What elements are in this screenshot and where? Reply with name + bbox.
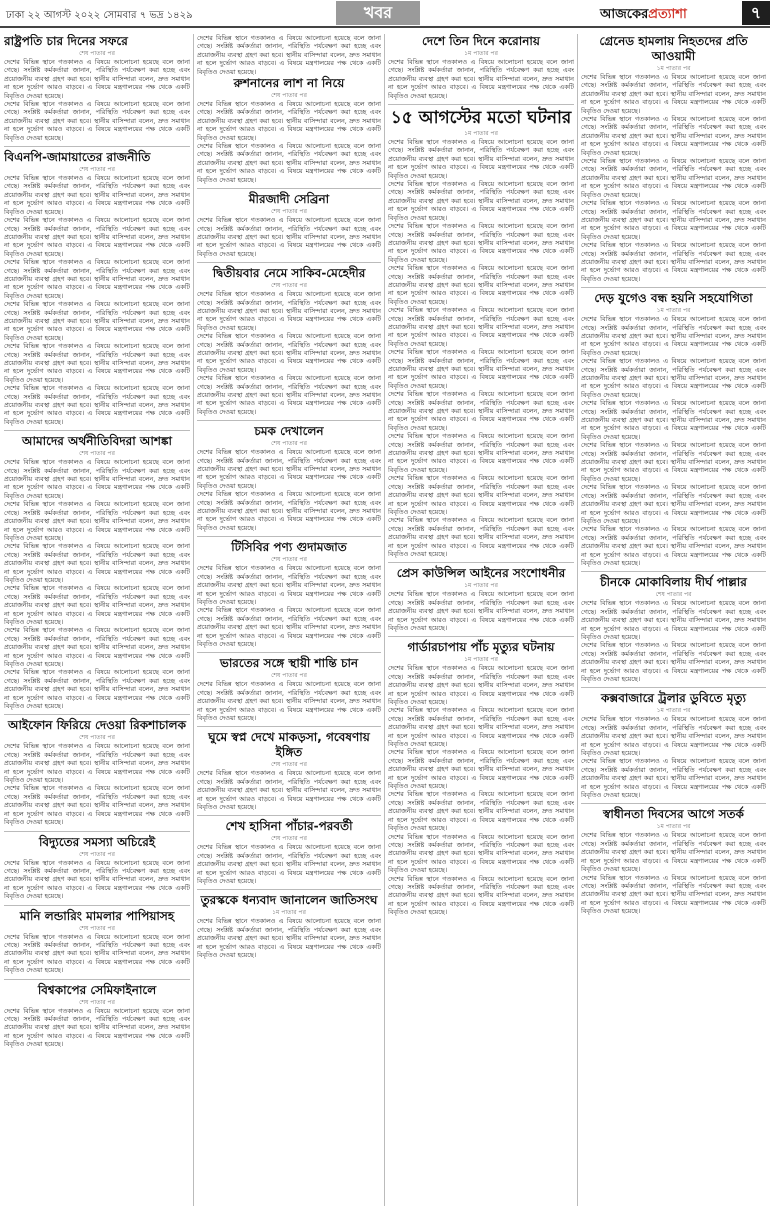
article-body: দেশের বিভিন্ন স্থানে গতকালও এ বিষয়ে আলোচনা হয়েছে বলে জানা গেছে। সংশ্লিষ্ট কর্মকর্তারা জানান, পরিস্থিতি পর্যবেক্ষণ করা হচ্ছে এবং প্রয়োজনীয় ব্যবস্থা গ্রহণ করা হবে। স্থানীয় বাসিন্দারা বলেন, দ্রুত সমাধান না হলে দুর্ভোগ আরও বাড়বে। এ বিষয়ে মন্ত্রণালয়ের পক্ষ থেকে একটি বিবৃতিও দেওয়া হয়েছে। <box>4 858 190 901</box>
article-body-more: দেশের বিভিন্ন স্থানে গতকালও এ বিষয়ে আলোচনা হয়েছে বলে জানা গেছে। সংশ্লিষ্ট কর্মকর্তারা জানান, পরিস্থিতি পর্যবেক্ষণ করা হচ্ছে এবং প্রয়োজনীয় ব্যবস্থা গ্রহণ করা হবে। স্থানীয় বাসিন্দারা বলেন, দ্রুত সমাধান না হলে দুর্ভোগ আরও বাড়বে। এ বিষয়ে মন্ত্রণালয়ের পক্ষ থেকে একটি বিবৃতিও দেওয়া হয়েছে। <box>581 399 766 441</box>
article-headline: স্বাধীনতা দিবসের আগে সতর্ক <box>603 807 744 822</box>
divider <box>197 815 381 816</box>
article-body-more: দেশের বিভিন্ন স্থানে গতকালও এ বিষয়ে আলোচনা হয়েছে বলে জানা গেছে। সংশ্লিষ্ট কর্মকর্তারা জানান, পরিস্থিতি পর্যবেক্ষণ করা হচ্ছে এবং প্রয়োজনীয় ব্যবস্থা গ্রহণ করা হবে। স্থানীয় বাসিন্দারা বলেন, দ্রুত সমাধান না হলে দুর্ভোগ আরও বাড়বে। এ বিষয়ে মন্ত্রণালয়ের পক্ষ থেকে একটি বিবৃতিও দেওয়া হয়েছে। <box>388 706 574 749</box>
article-body: দেশের বিভিন্ন স্থানে গতকালও এ বিষয়ে আলোচনা হয়েছে বলে জানা গেছে। সংশ্লিষ্ট কর্মকর্তারা জানান, পরিস্থিতি পর্যবেক্ষণ করা হচ্ছে এবং প্রয়োজনীয় ব্যবস্থা গ্রহণ করা হবে। স্থানীয় বাসিন্দারা বলেন, দ্রুত সমাধান না হলে দুর্ভোগ আরও বাড়বে। এ বিষয়ে মন্ত্রণালয়ের পক্ষ থেকে একটি বিবৃতিও দেওয়া হয়েছে। <box>197 917 381 960</box>
article-body: দেশের বিভিন্ন স্থানে গতকালও এ বিষয়ে আলোচনা হয়েছে বলে জানা গেছে। সংশ্লিষ্ট কর্মকর্তারা জানান, পরিস্থিতি পর্যবেক্ষণ করা হচ্ছে এবং প্রয়োজনীয় ব্যবস্থা গ্রহণ করা হবে। স্থানীয় বাসিন্দারা বলেন, দ্রুত সমাধান না হলে দুর্ভোগ আরও বাড়বে। এ বিষয়ে মন্ত্রণালয়ের পক্ষ থেকে একটি বিবৃতিও দেওয়া হয়েছে। <box>197 448 381 490</box>
article-headline: প্রেস কাউন্সিল আইনের সংশোধনীর <box>396 566 566 581</box>
article-kicker: শেষ পাতার পর <box>271 835 307 843</box>
article-body-more: দেশের বিভিন্ন স্থানে গতকালও এ বিষয়ে আলোচনা হয়েছে বলে জানা গেছে। সংশ্লিষ্ট কর্মকর্তারা জানান, পরিস্থিতি পর্যবেক্ষণ করা হচ্ছে এবং প্রয়োজনীয় ব্যবস্থা গ্রহণ করা হবে। স্থানীয় বাসিন্দারা বলেন, দ্রুত সমাধান না হলে দুর্ভোগ আরও বাড়বে। এ বিষয়ে মন্ত্রণালয়ের পক্ষ থেকে একটি বিবৃতিও দেওয়া হয়েছে। <box>4 258 190 300</box>
article-coxsbazar-trawler <box>581 691 766 799</box>
article-body-more: দেশের বিভিন্ন স্থানে গতকালও এ বিষয়ে আলোচনা হয়েছে বলে জানা গেছে। সংশ্লিষ্ট কর্মকর্তারা জানান, পরিস্থিতি পর্যবেক্ষণ করা হচ্ছে এবং প্রয়োজনীয় ব্যবস্থা গ্রহণ করা হবে। স্থানীয় বাসিন্দারা বলেন, দ্রুত সমাধান না হলে দুর্ভোগ আরও বাড়বে। এ বিষয়ে মন্ত্রণালয়ের পক্ষ থেকে একটি বিবৃতিও দেওয়া হয়েছে। <box>388 390 574 432</box>
article-headline: শেখ হাসিনা পাঁচার-পরবর্তী <box>225 819 353 834</box>
article-kicker: ১ম পাতার পর <box>656 307 691 315</box>
article-body-more: দেশের বিভিন্ন স্থানে গতকালও এ বিষয়ে আলোচনা হয়েছে বলে জানা গেছে। সংশ্লিষ্ট কর্মকর্তারা জানান, পরিস্থিতি পর্যবেক্ষণ করা হচ্ছে এবং প্রয়োজনীয় ব্যবস্থা গ্রহণ করা হবে। স্থানীয় বাসিন্দারা বলেন, দ্রুত সমাধান না হলে দুর্ভোগ আরও বাড়বে। এ বিষয়ে মন্ত্রণালয়ের পক্ষ থেকে একটি বিবৃতিও দেওয়া হয়েছে। <box>388 748 574 791</box>
article-kicker: শেষ পাতার পর <box>271 208 307 216</box>
article-kicker: ১ম পাতার পর <box>656 707 691 715</box>
article-body: দেশের বিভিন্ন স্থানে গতকালও এ বিষয়ে আলোচনা হয়েছে বলে জানা গেছে। সংশ্লিষ্ট কর্মকর্তারা জানান, পরিস্থিতি পর্যবেক্ষণ করা হচ্ছে এবং প্রয়োজনীয় ব্যবস্থা গ্রহণ করা হবে। স্থানীয় বাসিন্দারা বলেন, দ্রুত সমাধান না হলে দুর্ভোগ আরও বাড়বে। এ বিষয়ে মন্ত্রণালয়ের পক্ষ থেকে একটি বিবৃতিও দেওয়া হয়েছে। <box>388 664 574 706</box>
column-separator <box>384 34 385 1206</box>
column-separator <box>577 34 578 1206</box>
divider <box>388 104 574 105</box>
article-body-more: দেশের বিভিন্ন স্থানে গতকালও এ বিষয়ে আলোচনা হয়েছে বলে জানা গেছে। সংশ্লিষ্ট কর্মকর্তারা জানান, পরিস্থিতি পর্যবেক্ষণ করা হচ্ছে এবং প্রয়োজনীয় ব্যবস্থা গ্রহণ করা হবে। স্থানীয় বাসিন্দারা বলেন, দ্রুত সমাধান না হলে দুর্ভোগ আরও বাড়বে। এ বিষয়ে মন্ত্রণালয়ের পক্ষ থেকে একটি বিবৃতিও দেওয়া হয়েছে। <box>388 874 574 917</box>
article-body: দেশের বিভিন্ন স্থানে গতকালও এ বিষয়ে আলোচনা হয়েছে বলে জানা গেছে। সংশ্লিষ্ট কর্মকর্তারা জানান, পরিস্থিতি পর্যবেক্ষণ করা হচ্ছে এবং প্রয়োজনীয় ব্যবস্থা গ্রহণ করা হবে। স্থানীয় বাসিন্দারা বলেন, দ্রুত সমাধান না হলে দুর্ভোগ আরও বাড়বে। এ বিষয়ে মন্ত্রণালয়ের পক্ষ থেকে একটি বিবৃতিও দেওয়া হয়েছে। <box>197 843 381 886</box>
article-body: দেশের বিভিন্ন স্থানে গতকালও এ বিষয়ে আলোচনা হয়েছে বলে জানা গেছে। সংশ্লিষ্ট কর্মকর্তারা জানান, পরিস্থিতি পর্যবেক্ষণ করা হচ্ছে এবং প্রয়োজনীয় ব্যবস্থা গ্রহণ করা হবে। স্থানীয় বাসিন্দারা বলেন, দ্রুত সমাধান না হলে দুর্ভোগ আরও বাড়বে। এ বিষয়ে মন্ত্রণালয়ের পক্ষ থেকে একটি বিবৃতিও দেওয়া হয়েছে। <box>197 680 381 722</box>
article-body-more: দেশের বিভিন্ন স্থানে গতকালও এ বিষয়ে আলোচনা হয়েছে বলে জানা গেছে। সংশ্লিষ্ট কর্মকর্তারা জানান, পরিস্থিতি পর্যবেক্ষণ করা হচ্ছে এবং প্রয়োজনীয় ব্যবস্থা গ্রহণ করা হবে। স্থানীয় বাসিন্দারা বলেন, দ্রুত সমাধান না হলে দুর্ভোগ আরও বাড়বে। এ বিষয়ে মন্ত্রণালয়ের পক্ষ থেকে একটি বিবৃতিও দেওয়া হয়েছে। <box>581 199 766 241</box>
divider <box>581 571 766 572</box>
article-body-more: দেশের বিভিন্ন স্থানে গতকালও এ বিষয়ে আলোচনা হয়েছে বলে জানা গেছে। সংশ্লিষ্ট কর্মকর্তারা জানান, পরিস্থিতি পর্যবেক্ষণ করা হচ্ছে এবং প্রয়োজনীয় ব্যবস্থা গ্রহণ করা হবে। স্থানীয় বাসিন্দারা বলেন, দ্রুত সমাধান না হলে দুর্ভোগ আরও বাড়বে। এ বিষয়ে মন্ত্রণালয়ের পক্ষ থেকে একটি বিবৃতিও দেওয়া হয়েছে। <box>581 525 766 567</box>
article-body: দেশের বিভিন্ন স্থানে গতকালও এ বিষয়ে আলোচনা হয়েছে বলে জানা গেছে। সংশ্লিষ্ট কর্মকর্তারা জানান, পরিস্থিতি পর্যবেক্ষণ করা হচ্ছে এবং প্রয়োজনীয় ব্যবস্থা গ্রহণ করা হবে। স্থানীয় বাসিন্দারা বলেন, দ্রুত সমাধান না হলে দুর্ভোগ আরও বাড়বে। এ বিষয়ে মন্ত্রণালয়ের পক্ষ থেকে একটি বিবৃতিও দেওয়া হয়েছে। <box>581 73 766 115</box>
article-body-more: দেশের বিভিন্ন স্থানে গতকালও এ বিষয়ে আলোচনা হয়েছে বলে জানা গেছে। সংশ্লিষ্ট কর্মকর্তারা জানান, পরিস্থিতি পর্যবেক্ষণ করা হচ্ছে এবং প্রয়োজনীয় ব্যবস্থা গ্রহণ করা হবে। স্থানীয় বাসিন্দারা বলেন, দ্রুত সমাধান না হলে দুর্ভোগ আরও বাড়বে। এ বিষয়ে মন্ত্রণালয়ের পক্ষ থেকে একটি বিবৃতিও দেওয়া হয়েছে। <box>197 490 381 532</box>
article-body-more: দেশের বিভিন্ন স্থানে গতকালও এ বিষয়ে আলোচনা হয়েছে বলে জানা গেছে। সংশ্লিষ্ট কর্মকর্তারা জানান, পরিস্থিতি পর্যবেক্ষণ করা হচ্ছে এবং প্রয়োজনীয় ব্যবস্থা গ্রহণ করা হবে। স্থানীয় বাসিন্দারা বলেন, দ্রুত সমাধান না হলে দুর্ভোগ আরও বাড়বে। এ বিষয়ে মন্ত্রণালয়ের পক্ষ থেকে একটি বিবৃতিও দেওয়া হয়েছে। <box>4 542 190 584</box>
article-body-more: দেশের বিভিন্ন স্থানে গতকালও এ বিষয়ে আলোচনা হয়েছে বলে জানা গেছে। সংশ্লিষ্ট কর্মকর্তারা জানান, পরিস্থিতি পর্যবেক্ষণ করা হচ্ছে এবং প্রয়োজনীয় ব্যবস্থা গ্রহণ করা হবে। স্থানীয় বাসিন্দারা বলেন, দ্রুত সমাধান না হলে দুর্ভোগ আরও বাড়বে। এ বিষয়ে মন্ত্রণালয়ের পক্ষ থেকে একটি বিবৃতিও দেওয়া হয়েছে। <box>4 784 190 827</box>
divider <box>581 287 766 288</box>
article-kicker: শেষ পাতার পর <box>271 440 307 448</box>
section-label: খবর <box>336 1 420 25</box>
article-body: দেশের বিভিন্ন স্থানে গতকালও এ বিষয়ে আলোচনা হয়েছে বলে জানা গেছে। সংশ্লিষ্ট কর্মকর্তারা জানান, পরিস্থিতি পর্যবেক্ষণ করা হচ্ছে এবং প্রয়োজনীয় ব্যবস্থা গ্রহণ করা হবে। স্থানীয় বাসিন্দারা বলেন, দ্রুত সমাধান না হলে দুর্ভোগ আরও বাড়বে। এ বিষয়ে মন্ত্রণালয়ের পক্ষ থেকে একটি বিবৃতিও দেওয়া হয়েছে। <box>581 599 766 641</box>
article-body: দেশের বিভিন্ন স্থানে গতকালও এ বিষয়ে আলোচনা হয়েছে বলে জানা গেছে। সংশ্লিষ্ট কর্মকর্তারা জানান, পরিস্থিতি পর্যবেক্ষণ করা হচ্ছে এবং প্রয়োজনীয় ব্যবস্থা গ্রহণ করা হবে। স্থানীয় বাসিন্দারা বলেন, দ্রুত সমাধান না হলে দুর্ভোগ আরও বাড়বে। এ বিষয়ে মন্ত্রণালয়ের পক্ষ থেকে একটি বিবৃতিও দেওয়া হয়েছে। <box>388 138 574 180</box>
article-body-more: দেশের বিভিন্ন স্থানে গতকালও এ বিষয়ে আলোচনা হয়েছে বলে জানা গেছে। সংশ্লিষ্ট কর্মকর্তারা জানান, পরিস্থিতি পর্যবেক্ষণ করা হচ্ছে এবং প্রয়োজনীয় ব্যবস্থা গ্রহণ করা হবে। স্থানীয় বাসিন্দারা বলেন, দ্রুত সমাধান না হলে দুর্ভোগ আরও বাড়বে। এ বিষয়ে মন্ত্রণালয়ের পক্ষ থেকে একটি বিবৃতিও দেওয়া হয়েছে। <box>581 483 766 525</box>
divider <box>388 562 574 563</box>
article-headline: রুশনানের লাশ না নিয়ে <box>233 76 345 91</box>
article-body-more: দেশের বিভিন্ন স্থানে গতকালও এ বিষয়ে আলোচনা হয়েছে বলে জানা গেছে। সংশ্লিষ্ট কর্মকর্তারা জানান, পরিস্থিতি পর্যবেক্ষণ করা হচ্ছে এবং প্রয়োজনীয় ব্যবস্থা গ্রহণ করা হবে। স্থানীয় বাসিন্দারা বলেন, দ্রুত সমাধান না হলে দুর্ভোগ আরও বাড়বে। এ বিষয়ে মন্ত্রণালয়ের পক্ষ থেকে একটি বিবৃতিও দেওয়া হয়েছে। <box>388 474 574 516</box>
article-headline: মানি লন্ডারিং মামলার পাপিয়াসহ <box>19 908 175 923</box>
article-body-more: দেশের বিভিন্ন স্থানে গতকালও এ বিষয়ে আলোচনা হয়েছে বলে জানা গেছে। সংশ্লিষ্ট কর্মকর্তারা জানান, পরিস্থিতি পর্যবেক্ষণ করা হচ্ছে এবং প্রয়োজনীয় ব্যবস্থা গ্রহণ করা হবে। স্থানীয় বাসিন্দারা বলেন, দ্রুত সমাধান না হলে দুর্ভোগ আরও বাড়বে। এ বিষয়ে মন্ত্রণালয়ের পক্ষ থেকে একটি বিবৃতিও দেওয়া হয়েছে। <box>581 357 766 399</box>
article-body-more: দেশের বিভিন্ন স্থানে গতকালও এ বিষয়ে আলোচনা হয়েছে বলে জানা গেছে। সংশ্লিষ্ট কর্মকর্তারা জানান, পরিস্থিতি পর্যবেক্ষণ করা হচ্ছে এবং প্রয়োজনীয় ব্যবস্থা গ্রহণ করা হবে। স্থানীয় বাসিন্দারা বলেন, দ্রুত সমাধান না হলে দুর্ভোগ আরও বাড়বে। এ বিষয়ে মন্ত্রণালয়ের পক্ষ থেকে একটি বিবৃতিও দেওয়া হয়েছে। <box>388 790 574 833</box>
article-kicker: ১ম পাতার পর <box>656 823 691 831</box>
article-body: দেশের বিভিন্ন স্থানে গতকালও এ বিষয়ে আলোচনা হয়েছে বলে জানা গেছে। সংশ্লিষ্ট কর্মকর্তারা জানান, পরিস্থিতি পর্যবেক্ষণ করা হচ্ছে এবং প্রয়োজনীয় ব্যবস্থা গ্রহণ করা হবে। স্থানীয় বাসিন্দারা বলেন, দ্রুত সমাধান না হলে দুর্ভোগ আরও বাড়বে। এ বিষয়ে মন্ত্রণালয়ের পক্ষ থেকে একটি বিবৃতিও দেওয়া হয়েছে। <box>581 715 766 758</box>
article-body-more: দেশের বিভিন্ন স্থানে গতকালও এ বিষয়ে আলোচনা হয়েছে বলে জানা গেছে। সংশ্লিষ্ট কর্মকর্তারা জানান, পরিস্থিতি পর্যবেক্ষণ করা হচ্ছে এবং প্রয়োজনীয় ব্যবস্থা গ্রহণ করা হবে। স্থানীয় বাসিন্দারা বলেন, দ্রুত সমাধান না হলে দুর্ভোগ আরও বাড়বে। এ বিষয়ে মন্ত্রণালয়ের পক্ষ থেকে একটি বিবৃতিও দেওয়া হয়েছে। <box>4 100 190 142</box>
column-3 <box>388 34 574 1206</box>
article-body: দেশের বিভিন্ন স্থানে গতকালও এ বিষয়ে আলোচনা হয়েছে বলে জানা গেছে। সংশ্লিষ্ট কর্মকর্তারা জানান, পরিস্থিতি পর্যবেক্ষণ করা হচ্ছে এবং প্রয়োজনীয় ব্যবস্থা গ্রহণ করা হবে। স্থানীয় বাসিন্দারা বলেন, দ্রুত সমাধান না হলে দুর্ভোগ আরও বাড়বে। এ বিষয়ে মন্ত্রণালয়ের পক্ষ থেকে একটি বিবৃতিও দেওয়া হয়েছে। <box>581 315 766 357</box>
article-spider-dream <box>197 730 381 811</box>
article-body: দেশের বিভিন্ন স্থানে গতকালও এ বিষয়ে আলোচনা হয়েছে বলে জানা গেছে। সংশ্লিষ্ট কর্মকর্তারা জানান, পরিস্থিতি পর্যবেক্ষণ করা হচ্ছে এবং প্রয়োজনীয় ব্যবস্থা গ্রহণ করা হবে। স্থানীয় বাসিন্দারা বলেন, দ্রুত সমাধান না হলে দুর্ভোগ আরও বাড়বে। এ বিষয়ে মন্ত্রণালয়ের পক্ষ থেকে একটি বিবৃতিও দেওয়া হয়েছে। <box>197 564 381 606</box>
article-kicker: শেষ পাতার পর <box>79 166 115 174</box>
article-continuation: দেশের বিভিন্ন স্থানে গতকালও এ বিষয়ে আলোচনা হয়েছে বলে জানা গেছে। সংশ্লিষ্ট কর্মকর্তারা জানান, পরিস্থিতি পর্যবেক্ষণ করা হচ্ছে এবং প্রয়োজনীয় ব্যবস্থা গ্রহণ করা হবে। স্থানীয় বাসিন্দারা বলেন, দ্রুত সমাধান না হলে দুর্ভোগ আরও বাড়বে। এ বিষয়ে মন্ত্রণালয়ের পক্ষ থেকে একটি বিবৃতিও দেওয়া হয়েছে। <box>197 34 381 76</box>
article-kicker: শেষ পাতার পর <box>79 924 115 932</box>
column-separator <box>193 34 194 1206</box>
article-body-more: দেশের বিভিন্ন স্থানে গতকালও এ বিষয়ে আলোচনা হয়েছে বলে জানা গেছে। সংশ্লিষ্ট কর্মকর্তারা জানান, পরিস্থিতি পর্যবেক্ষণ করা হচ্ছে এবং প্রয়োজনীয় ব্যবস্থা গ্রহণ করা হবে। স্থানীয় বাসিন্দারা বলেন, দ্রুত সমাধান না হলে দুর্ভোগ আরও বাড়বে। এ বিষয়ে মন্ত্রণালয়ের পক্ষ থেকে একটি বিবৃতিও দেওয়া হয়েছে। <box>388 222 574 264</box>
article-kicker: শেষ পাতার পর <box>79 850 115 858</box>
divider <box>197 188 381 189</box>
article-surprise <box>197 424 381 532</box>
column-1 <box>4 34 190 1206</box>
article-shakib-mehedi <box>197 266 381 416</box>
article-body-more: দেশের বিভিন্ন স্থানে গতকালও এ বিষয়ে আলোচনা হয়েছে বলে জানা গেছে। সংশ্লিষ্ট কর্মকর্তারা জানান, পরিস্থিতি পর্যবেক্ষণ করা হচ্ছে এবং প্রয়োজনীয় ব্যবস্থা গ্রহণ করা হবে। স্থানীয় বাসিন্দারা বলেন, দ্রুত সমাধান না হলে দুর্ভোগ আরও বাড়বে। এ বিষয়ে মন্ত্রণালয়ের পক্ষ থেকে একটি বিবৃতিও দেওয়া হয়েছে। <box>388 348 574 390</box>
article-body-more: দেশের বিভিন্ন স্থানে গতকালও এ বিষয়ে আলোচনা হয়েছে বলে জানা গেছে। সংশ্লিষ্ট কর্মকর্তারা জানান, পরিস্থিতি পর্যবেক্ষণ করা হচ্ছে এবং প্রয়োজনীয় ব্যবস্থা গ্রহণ করা হবে। স্থানীয় বাসিন্দারা বলেন, দ্রুত সমাধান না হলে দুর্ভোগ আরও বাড়বে। এ বিষয়ে মন্ত্রণালয়ের পক্ষ থেকে একটি বিবৃতিও দেওয়া হয়েছে। <box>388 516 574 558</box>
article-kicker: শেষ পাতার পর <box>271 282 307 290</box>
article-body-more: দেশের বিভিন্ন স্থানে গতকালও এ বিষয়ে আলোচনা হয়েছে বলে জানা গেছে। সংশ্লিষ্ট কর্মকর্তারা জানান, পরিস্থিতি পর্যবেক্ষণ করা হচ্ছে এবং প্রয়োজনীয় ব্যবস্থা গ্রহণ করা হবে। স্থানীয় বাসিন্দারা বলেন, দ্রুত সমাধান না হলে দুর্ভোগ আরও বাড়বে। এ বিষয়ে মন্ত্রণালয়ের পক্ষ থেকে একটি বিবৃতিও দেওয়া হয়েছে। <box>197 332 381 374</box>
article-cooperation <box>581 291 766 567</box>
article-kicker: ১ম পাতার পর <box>272 909 306 917</box>
article-kicker: শেষ পাতার পর <box>271 556 307 564</box>
article-kicker: শেষ পাতার পর <box>79 50 115 57</box>
article-body-more: দেশের বিভিন্ন স্থানে গতকালও এ বিষয়ে আলোচনা হয়েছে বলে জানা গেছে। সংশ্লিষ্ট কর্মকর্তারা জানান, পরিস্থিতি পর্যবেক্ষণ করা হচ্ছে এবং প্রয়োজনীয় ব্যবস্থা গ্রহণ করা হবে। স্থানীয় বাসিন্দারা বলেন, দ্রুত সমাধান না হলে দুর্ভোগ আরও বাড়বে। এ বিষয়ে মন্ত্রণালয়ের পক্ষ থেকে একটি বিবৃতিও দেওয়া হয়েছে। <box>197 374 381 416</box>
article-august-15 <box>388 108 574 558</box>
article-body: দেশের বিভিন্ন স্থানে গতকালও এ বিষয়ে আলোচনা হয়েছে বলে জানা গেছে। সংশ্লিষ্ট কর্মকর্তারা জানান, পরিস্থিতি পর্যবেক্ষণ করা হচ্ছে এবং প্রয়োজনীয় ব্যবস্থা গ্রহণ করা হবে। স্থানীয় বাসিন্দারা বলেন, দ্রুত সমাধান না হলে দুর্ভোগ আরও বাড়বে। এ বিষয়ে মন্ত্রণালয়ের পক্ষ থেকে একটি বিবৃতিও দেওয়া হয়েছে। <box>388 590 574 632</box>
article-body: দেশের বিভিন্ন স্থানে গতকালও এ বিষয়ে আলোচনা হয়েছে বলে জানা গেছে। সংশ্লিষ্ট কর্মকর্তারা জানান, পরিস্থিতি পর্যবেক্ষণ করা হচ্ছে এবং প্রয়োজনীয় ব্যবস্থা গ্রহণ করা হবে। স্থানীয় বাসিন্দারা বলেন, দ্রুত সমাধান না হলে দুর্ভোগ আরও বাড়বে। এ বিষয়ে মন্ত্রণালয়ের পক্ষ থেকে একটি বিবৃতিও দেওয়া হয়েছে। <box>4 458 190 500</box>
column-2 <box>197 34 381 1206</box>
article-headline: বিদ্যুতের সমস্যা অচিরেই <box>38 834 156 849</box>
article-body: দেশের বিভিন্ন স্থানে গতকালও এ বিষয়ে আলোচনা হয়েছে বলে জানা গেছে। সংশ্লিষ্ট কর্মকর্তারা জানান, পরিস্থিতি পর্যবেক্ষণ করা হচ্ছে এবং প্রয়োজনীয় ব্যবস্থা গ্রহণ করা হবে। স্থানীয় বাসিন্দারা বলেন, দ্রুত সমাধান না হলে দুর্ভোগ আরও বাড়বে। এ বিষয়ে মন্ত্রণালয়ের পক্ষ থেকে একটি বিবৃতিও দেওয়া হয়েছে। <box>4 58 190 100</box>
article-grenade-attack <box>581 34 766 283</box>
divider <box>197 652 381 653</box>
divider <box>388 636 574 637</box>
article-headline: দেড় যুগেও বন্ধ হয়নি সহযোগিতা <box>594 291 753 306</box>
divider <box>197 889 381 890</box>
article-body-more: দেশের বিভিন্ন স্থানে গতকালও এ বিষয়ে আলোচনা হয়েছে বলে জানা গেছে। সংশ্লিষ্ট কর্মকর্তারা জানান, পরিস্থিতি পর্যবেক্ষণ করা হচ্ছে এবং প্রয়োজনীয় ব্যবস্থা গ্রহণ করা হবে। স্থানীয় বাসিন্দারা বলেন, দ্রুত সমাধান না হলে দুর্ভোগ আরও বাড়বে। এ বিষয়ে মন্ত্রণালয়ের পক্ষ থেকে একটি বিবৃতিও দেওয়া হয়েছে। <box>581 757 766 800</box>
article-iphone-rickshaw <box>4 718 190 826</box>
article-body: দেশের বিভিন্ন স্থানে গতকালও এ বিষয়ে আলোচনা হয়েছে বলে জানা গেছে। সংশ্লিষ্ট কর্মকর্তারা জানান, পরিস্থিতি পর্যবেক্ষণ করা হচ্ছে এবং প্রয়োজনীয় ব্যবস্থা গ্রহণ করা হবে। স্থানীয় বাসিন্দারা বলেন, দ্রুত সমাধান না হলে দুর্ভোগ আরও বাড়বে। এ বিষয়ে মন্ত্রণালয়ের পক্ষ থেকে একটি বিবৃতিও দেওয়া হয়েছে। <box>581 831 766 874</box>
article-headline: কক্সবাজারে ট্রলার ডুবিতে মৃত্যু <box>600 691 746 706</box>
article-headline: আইফোন ফিরিয়ে দেওয়া রিকশাচালক <box>8 718 186 733</box>
article-world-cup-semifinal <box>4 983 190 1049</box>
divider <box>581 803 766 804</box>
article-headline: টিসিবির পণ্য গুদামজাত <box>231 540 347 555</box>
article-girder-accident <box>388 640 574 916</box>
article-body-more: দেশের বিভিন্ন স্থানে গতকালও এ বিষয়ে আলোচনা হয়েছে বলে জানা গেছে। সংশ্লিষ্ট কর্মকর্তারা জানান, পরিস্থিতি পর্যবেক্ষণ করা হচ্ছে এবং প্রয়োজনীয় ব্যবস্থা গ্রহণ করা হবে। স্থানীয় বাসিন্দারা বলেন, দ্রুত সমাধান না হলে দুর্ভোগ আরও বাড়বে। এ বিষয়ে মন্ত্রণালয়ের পক্ষ থেকে একটি বিবৃতিও দেওয়া হয়েছে। <box>4 584 190 626</box>
article-headline: বিশ্বকাপের সেমিফাইনালে <box>37 982 157 997</box>
article-kicker: শেষ পাতার পর <box>79 734 115 742</box>
article-kicker: ১ম পাতার পর <box>464 582 498 590</box>
article-sheikh-hasina <box>197 819 381 885</box>
article-body-more: দেশের বিভিন্ন স্থানে গতকালও এ বিষয়ে আলোচনা হয়েছে বলে জানা গেছে। সংশ্লিষ্ট কর্মকর্তারা জানান, পরিস্থিতি পর্যবেক্ষণ করা হচ্ছে এবং প্রয়োজনীয় ব্যবস্থা গ্রহণ করা হবে। স্থানীয় বাসিন্দারা বলেন, দ্রুত সমাধান না হলে দুর্ভোগ আরও বাড়বে। এ বিষয়ে মন্ত্রণালয়ের পক্ষ থেকে একটি বিবৃতিও দেওয়া হয়েছে। <box>581 241 766 283</box>
article-headline: ১৫ আগস্টের মতো ঘটনার <box>390 108 572 129</box>
article-body-more: দেশের বিভিন্ন স্থানে গতকালও এ বিষয়ে আলোচনা হয়েছে বলে জানা গেছে। সংশ্লিষ্ট কর্মকর্তারা জানান, পরিস্থিতি পর্যবেক্ষণ করা হচ্ছে এবং প্রয়োজনীয় ব্যবস্থা গ্রহণ করা হবে। স্থানীয় বাসিন্দারা বলেন, দ্রুত সমাধান না হলে দুর্ভোগ আরও বাড়বে। এ বিষয়ে মন্ত্রণালয়ের পক্ষ থেকে একটি বিবৃতিও দেওয়া হয়েছে। <box>581 157 766 199</box>
article-headline: বিএনপি-জামায়াতের রাজনীতি <box>4 150 151 165</box>
article-body: দেশের বিভিন্ন স্থানে গতকালও এ বিষয়ে আলোচনা হয়েছে বলে জানা গেছে। সংশ্লিষ্ট কর্মকর্তারা জানান, পরিস্থিতি পর্যবেক্ষণ করা হচ্ছে এবং প্রয়োজনীয় ব্যবস্থা গ্রহণ করা হবে। স্থানীয় বাসিন্দারা বলেন, দ্রুত সমাধান না হলে দুর্ভোগ আরও বাড়বে। এ বিষয়ে মন্ত্রণালয়ের পক্ষ থেকে একটি বিবৃতিও দেওয়া হয়েছে। <box>197 216 381 258</box>
article-body: দেশের বিভিন্ন স্থানে গতকালও এ বিষয়ে আলোচনা হয়েছে বলে জানা গেছে। সংশ্লিষ্ট কর্মকর্তারা জানান, পরিস্থিতি পর্যবেক্ষণ করা হচ্ছে এবং প্রয়োজনীয় ব্যবস্থা গ্রহণ করা হবে। স্থানীয় বাসিন্দারা বলেন, দ্রুত সমাধান না হলে দুর্ভোগ আরও বাড়বে। এ বিষয়ে মন্ত্রণালয়ের পক্ষ থেকে একটি বিবৃতিও দেওয়া হয়েছে। <box>197 769 381 811</box>
article-body-more: দেশের বিভিন্ন স্থানে গতকালও এ বিষয়ে আলোচনা হয়েছে বলে জানা গেছে। সংশ্লিষ্ট কর্মকর্তারা জানান, পরিস্থিতি পর্যবেক্ষণ করা হচ্ছে এবং প্রয়োজনীয় ব্যবস্থা গ্রহণ করা হবে। স্থানীয় বাসিন্দারা বলেন, দ্রুত সমাধান না হলে দুর্ভোগ আরও বাড়বে। এ বিষয়ে মন্ত্রণালয়ের পক্ষ থেকে একটি বিবৃতিও দেওয়া হয়েছে। <box>4 668 190 711</box>
article-kicker: শেষ পাতার পর <box>79 998 115 1006</box>
article-body-more: দেশের বিভিন্ন স্থানে গতকালও এ বিষয়ে আলোচনা হয়েছে বলে জানা গেছে। সংশ্লিষ্ট কর্মকর্তারা জানান, পরিস্থিতি পর্যবেক্ষণ করা হচ্ছে এবং প্রয়োজনীয় ব্যবস্থা গ্রহণ করা হবে। স্থানীয় বাসিন্দারা বলেন, দ্রুত সমাধান না হলে দুর্ভোগ আরও বাড়বে। এ বিষয়ে মন্ত্রণালয়ের পক্ষ থেকে একটি বিবৃতিও দেওয়া হয়েছে। <box>4 500 190 542</box>
article-headline: রাষ্ট্রপতি চার দিনের সফরে <box>4 34 128 48</box>
article-body-more: দেশের বিভিন্ন স্থানে গতকালও এ বিষয়ে আলোচনা হয়েছে বলে জানা গেছে। সংশ্লিষ্ট কর্মকর্তারা জানান, পরিস্থিতি পর্যবেক্ষণ করা হচ্ছে এবং প্রয়োজনীয় ব্যবস্থা গ্রহণ করা হবে। স্থানীয় বাসিন্দারা বলেন, দ্রুত সমাধান না হলে দুর্ভোগ আরও বাড়বে। এ বিষয়ে মন্ত্রণালয়ের পক্ষ থেকে একটি বিবৃতিও দেওয়া হয়েছে। <box>581 441 766 483</box>
divider <box>197 726 381 727</box>
article-body-more: দেশের বিভিন্ন স্থানে গতকালও এ বিষয়ে আলোচনা হয়েছে বলে জানা গেছে। সংশ্লিষ্ট কর্মকর্তারা জানান, পরিস্থিতি পর্যবেক্ষণ করা হচ্ছে এবং প্রয়োজনীয় ব্যবস্থা গ্রহণ করা হবে। স্থানীয় বাসিন্দারা বলেন, দ্রুত সমাধান না হলে দুর্ভোগ আরও বাড়বে। এ বিষয়ে মন্ত্রণালয়ের পক্ষ থেকে একটি বিবৃতিও দেওয়া হয়েছে। <box>4 626 190 668</box>
article-headline: তুরস্ককে ধন্যবাদ জানালেন জাতিসংঘ <box>200 893 378 908</box>
article-body: দেশের বিভিন্ন স্থানে গতকালও এ বিষয়ে আলোচনা হয়েছে বলে জানা গেছে। সংশ্লিষ্ট কর্মকর্তারা জানান, পরিস্থিতি পর্যবেক্ষণ করা হচ্ছে এবং প্রয়োজনীয় ব্যবস্থা গ্রহণ করা হবে। স্থানীয় বাসিন্দারা বলেন, দ্রুত সমাধান না হলে দুর্ভোগ আরও বাড়বে। এ বিষয়ে মন্ত্রণালয়ের পক্ষ থেকে একটি বিবৃতিও দেওয়া হয়েছে। <box>197 290 381 332</box>
divider <box>581 687 766 688</box>
divider <box>4 831 190 832</box>
article-turkey-un <box>197 893 381 959</box>
divider <box>197 262 381 263</box>
article-kicker: শেষ পাতার পর <box>271 761 307 769</box>
article-body: দেশের বিভিন্ন স্থানে গতকালও এ বিষয়ে আলোচনা হয়েছে বলে জানা গেছে। সংশ্লিষ্ট কর্মকর্তারা জানান, পরিস্থিতি পর্যবেক্ষণ করা হচ্ছে এবং প্রয়োজনীয় ব্যবস্থা গ্রহণ করা হবে। স্থানীয় বাসিন্দারা বলেন, দ্রুত সমাধান না হলে দুর্ভোগ আরও বাড়বে। এ বিষয়ে মন্ত্রণালয়ের পক্ষ থেকে একটি বিবৃতিও দেওয়া হয়েছে। <box>197 100 381 142</box>
article-tcb-goods <box>197 540 381 648</box>
article-india-peace <box>197 656 381 722</box>
article-body-more: দেশের বিভিন্ন স্থানে গতকালও এ বিষয়ে আলোচনা হয়েছে বলে জানা গেছে। সংশ্লিষ্ট কর্মকর্তারা জানান, পরিস্থিতি পর্যবেক্ষণ করা হচ্ছে এবং প্রয়োজনীয় ব্যবস্থা গ্রহণ করা হবে। স্থানীয় বাসিন্দারা বলেন, দ্রুত সমাধান না হলে দুর্ভোগ আরও বাড়বে। এ বিষয়ে মন্ত্রণালয়ের পক্ষ থেকে একটি বিবৃতিও দেওয়া হয়েছে। <box>388 306 574 348</box>
divider <box>4 905 190 906</box>
masthead <box>0 0 770 26</box>
article-body-more: দেশের বিভিন্ন স্থানে গতকালও এ বিষয়ে আলোচনা হয়েছে বলে জানা গেছে। সংশ্লিষ্ট কর্মকর্তারা জানান, পরিস্থিতি পর্যবেক্ষণ করা হচ্ছে এবং প্রয়োজনীয় ব্যবস্থা গ্রহণ করা হবে। স্থানীয় বাসিন্দারা বলেন, দ্রুত সমাধান না হলে দুর্ভোগ আরও বাড়বে। এ বিষয়ে মন্ত্রণালয়ের পক্ষ থেকে একটি বিবৃতিও দেওয়া হয়েছে। <box>581 873 766 916</box>
divider <box>4 979 190 980</box>
article-kicker: ১ম পাতার পর <box>464 50 498 57</box>
masthead-rule <box>0 26 770 28</box>
article-rushnan-body <box>197 76 381 184</box>
article-body-more: দেশের বিভিন্ন স্থানে গতকালও এ বিষয়ে আলোচনা হয়েছে বলে জানা গেছে। সংশ্লিষ্ট কর্মকর্তারা জানান, পরিস্থিতি পর্যবেক্ষণ করা হচ্ছে এবং প্রয়োজনীয় ব্যবস্থা গ্রহণ করা হবে। স্থানীয় বাসিন্দারা বলেন, দ্রুত সমাধান না হলে দুর্ভোগ আরও বাড়বে। এ বিষয়ে মন্ত্রণালয়ের পক্ষ থেকে একটি বিবৃতিও দেওয়া হয়েছে। <box>4 342 190 384</box>
article-body: দেশের বিভিন্ন স্থানে গতকালও এ বিষয়ে আলোচনা হয়েছে বলে জানা গেছে। সংশ্লিষ্ট কর্মকর্তারা জানান, পরিস্থিতি পর্যবেক্ষণ করা হচ্ছে এবং প্রয়োজনীয় ব্যবস্থা গ্রহণ করা হবে। স্থানীয় বাসিন্দারা বলেন, দ্রুত সমাধান না হলে দুর্ভোগ আরও বাড়বে। এ বিষয়ে মন্ত্রণালয়ের পক্ষ থেকে একটি বিবৃতিও দেওয়া হয়েছে। <box>4 1006 190 1049</box>
article-body-more: দেশের বিভিন্ন স্থানে গতকালও এ বিষয়ে আলোচনা হয়েছে বলে জানা গেছে। সংশ্লিষ্ট কর্মকর্তারা জানান, পরিস্থিতি পর্যবেক্ষণ করা হচ্ছে এবং প্রয়োজনীয় ব্যবস্থা গ্রহণ করা হবে। স্থানীয় বাসিন্দারা বলেন, দ্রুত সমাধান না হলে দুর্ভোগ আরও বাড়বে। এ বিষয়ে মন্ত্রণালয়ের পক্ষ থেকে একটি বিবৃতিও দেওয়া হয়েছে। <box>4 216 190 258</box>
article-body-more: দেশের বিভিন্ন স্থানে গতকালও এ বিষয়ে আলোচনা হয়েছে বলে জানা গেছে। সংশ্লিষ্ট কর্মকর্তারা জানান, পরিস্থিতি পর্যবেক্ষণ করা হচ্ছে এবং প্রয়োজনীয় ব্যবস্থা গ্রহণ করা হবে। স্থানীয় বাসিন্দারা বলেন, দ্রুত সমাধান না হলে দুর্ভোগ আরও বাড়বে। এ বিষয়ে মন্ত্রণালয়ের পক্ষ থেকে একটি বিবৃতিও দেওয়া হয়েছে। <box>388 180 574 222</box>
column-4 <box>581 34 766 1206</box>
article-press-council <box>388 566 574 632</box>
divider <box>4 146 190 147</box>
article-headline: দ্বিতীয়বার নেমে সাকিব-মেহেদীর <box>212 266 366 281</box>
article-kicker: ১ম পাতার পর <box>656 65 691 72</box>
article-economists-fear <box>4 434 190 710</box>
article-independence-day-alert <box>581 807 766 915</box>
divider <box>4 714 190 715</box>
article-kicker: শেষ পাতার পর <box>655 591 692 599</box>
article-body-more: দেশের বিভিন্ন স্থানে গতকালও এ বিষয়ে আলোচনা হয়েছে বলে জানা গেছে। সংশ্লিষ্ট কর্মকর্তারা জানান, পরিস্থিতি পর্যবেক্ষণ করা হচ্ছে এবং প্রয়োজনীয় ব্যবস্থা গ্রহণ করা হবে। স্থানীয় বাসিন্দারা বলেন, দ্রুত সমাধান না হলে দুর্ভোগ আরও বাড়বে। এ বিষয়ে মন্ত্রণালয়ের পক্ষ থেকে একটি বিবৃতিও দেওয়া হয়েছে। <box>197 606 381 648</box>
divider <box>197 536 381 537</box>
masthead-date: ঢাকা ২২ আগস্ট ২০২২ সোমবার ৭ ভদ্র ১৪২৯ <box>6 10 193 21</box>
article-kicker: ১ম পাতার পর <box>464 130 498 138</box>
article-headline: দেশে তিন দিনে করোনায় <box>422 34 540 48</box>
divider <box>197 420 381 421</box>
article-president-tour <box>4 34 190 142</box>
article-body-more: দেশের বিভিন্ন স্থানে গতকালও এ বিষয়ে আলোচনা হয়েছে বলে জানা গেছে। সংশ্লিষ্ট কর্মকর্তারা জানান, পরিস্থিতি পর্যবেক্ষণ করা হচ্ছে এবং প্রয়োজনীয় ব্যবস্থা গ্রহণ করা হবে। স্থানীয় বাসিন্দারা বলেন, দ্রুত সমাধান না হলে দুর্ভোগ আরও বাড়বে। এ বিষয়ে মন্ত্রণালয়ের পক্ষ থেকে একটি বিবৃতিও দেওয়া হয়েছে। <box>388 832 574 875</box>
article-kicker: শেষ পাতার পর <box>271 672 307 680</box>
article-money-laundering <box>4 909 190 975</box>
article-corona-three-days <box>388 34 574 100</box>
newspaper-logo <box>600 5 687 26</box>
logo-text-part1: আজকের <box>600 7 649 22</box>
article-body-more: দেশের বিভিন্ন স্থানে গতকালও এ বিষয়ে আলোচনা হয়েছে বলে জানা গেছে। সংশ্লিষ্ট কর্মকর্তারা জানান, পরিস্থিতি পর্যবেক্ষণ করা হচ্ছে এবং প্রয়োজনীয় ব্যবস্থা গ্রহণ করা হবে। স্থানীয় বাসিন্দারা বলেন, দ্রুত সমাধান না হলে দুর্ভোগ আরও বাড়বে। এ বিষয়ে মন্ত্রণালয়ের পক্ষ থেকে একটি বিবৃতিও দেওয়া হয়েছে। <box>197 142 381 184</box>
article-body-more: দেশের বিভিন্ন স্থানে গতকালও এ বিষয়ে আলোচনা হয়েছে বলে জানা গেছে। সংশ্লিষ্ট কর্মকর্তারা জানান, পরিস্থিতি পর্যবেক্ষণ করা হচ্ছে এবং প্রয়োজনীয় ব্যবস্থা গ্রহণ করা হবে। স্থানীয় বাসিন্দারা বলেন, দ্রুত সমাধান না হলে দুর্ভোগ আরও বাড়বে। এ বিষয়ে মন্ত্রণালয়ের পক্ষ থেকে একটি বিবৃতিও দেওয়া হয়েছে। <box>581 115 766 157</box>
article-kicker: শেষ পাতার পর <box>79 450 115 458</box>
article-power-problem <box>4 835 190 901</box>
article-body: দেশের বিভিন্ন স্থানে গতকালও এ বিষয়ে আলোচনা হয়েছে বলে জানা গেছে। সংশ্লিষ্ট কর্মকর্তারা জানান, পরিস্থিতি পর্যবেক্ষণ করা হচ্ছে এবং প্রয়োজনীয় ব্যবস্থা গ্রহণ করা হবে। স্থানীয় বাসিন্দারা বলেন, দ্রুত সমাধান না হলে দুর্ভোগ আরও বাড়বে। এ বিষয়ে মন্ত্রণালয়ের পক্ষ থেকে একটি বিবৃতিও দেওয়া হয়েছে। <box>4 174 190 216</box>
article-body-more: দেশের বিভিন্ন স্থানে গতকালও এ বিষয়ে আলোচনা হয়েছে বলে জানা গেছে। সংশ্লিষ্ট কর্মকর্তারা জানান, পরিস্থিতি পর্যবেক্ষণ করা হচ্ছে এবং প্রয়োজনীয় ব্যবস্থা গ্রহণ করা হবে। স্থানীয় বাসিন্দারা বলেন, দ্রুত সমাধান না হলে দুর্ভোগ আরও বাড়বে। এ বিষয়ে মন্ত্রণালয়ের পক্ষ থেকে একটি বিবৃতিও দেওয়া হয়েছে। <box>388 264 574 306</box>
article-headline: ভারতের সঙ্গে স্থায়ী শান্তি চান <box>219 656 359 671</box>
logo-text-part2: প্রত্যাশা <box>648 7 687 22</box>
article-headline: ঘুমে স্বপ্ন দেখে মাকড়সা, গবেষণায় ইঙ্গিত <box>208 730 370 760</box>
article-body: দেশের বিভিন্ন স্থানে গতকালও এ বিষয়ে আলোচনা হয়েছে বলে জানা গেছে। সংশ্লিষ্ট কর্মকর্তারা জানান, পরিস্থিতি পর্যবেক্ষণ করা হচ্ছে এবং প্রয়োজনীয় ব্যবস্থা গ্রহণ করা হবে। স্থানীয় বাসিন্দারা বলেন, দ্রুত সমাধান না হলে দুর্ভোগ আরও বাড়বে। এ বিষয়ে মন্ত্রণালয়ের পক্ষ থেকে একটি বিবৃতিও দেওয়া হয়েছে। <box>388 58 574 100</box>
article-body-more: দেশের বিভিন্ন স্থানে গতকালও এ বিষয়ে আলোচনা হয়েছে বলে জানা গেছে। সংশ্লিষ্ট কর্মকর্তারা জানান, পরিস্থিতি পর্যবেক্ষণ করা হচ্ছে এবং প্রয়োজনীয় ব্যবস্থা গ্রহণ করা হবে। স্থানীয় বাসিন্দারা বলেন, দ্রুত সমাধান না হলে দুর্ভোগ আরও বাড়বে। এ বিষয়ে মন্ত্রণালয়ের পক্ষ থেকে একটি বিবৃতিও দেওয়া হয়েছে। <box>4 300 190 342</box>
article-headline: আমাদের অর্থনীতিবিদরা আশঙ্কা <box>22 434 172 449</box>
page-number: ৭ <box>742 1 770 25</box>
article-meerjady-sabrina <box>197 192 381 258</box>
article-china-long-range <box>581 575 766 683</box>
article-bnp-jamaat <box>4 150 190 426</box>
article-headline: গার্ডারচাপায় পাঁচ মৃত্যুর ঘটনায় <box>407 640 555 655</box>
article-headline: চীনকে মোকাবিলায় দীর্ঘ পাল্লার <box>600 575 747 590</box>
article-body: দেশের বিভিন্ন স্থানে গতকালও এ বিষয়ে আলোচনা হয়েছে বলে জানা গেছে। সংশ্লিষ্ট কর্মকর্তারা জানান, পরিস্থিতি পর্যবেক্ষণ করা হচ্ছে এবং প্রয়োজনীয় ব্যবস্থা গ্রহণ করা হবে। স্থানীয় বাসিন্দারা বলেন, দ্রুত সমাধান না হলে দুর্ভোগ আরও বাড়বে। এ বিষয়ে মন্ত্রণালয়ের পক্ষ থেকে একটি বিবৃতিও দেওয়া হয়েছে। <box>4 932 190 975</box>
article-kicker: শেষ পাতার পর <box>271 92 307 100</box>
article-body-more: দেশের বিভিন্ন স্থানে গতকালও এ বিষয়ে আলোচনা হয়েছে বলে জানা গেছে। সংশ্লিষ্ট কর্মকর্তারা জানান, পরিস্থিতি পর্যবেক্ষণ করা হচ্ছে এবং প্রয়োজনীয় ব্যবস্থা গ্রহণ করা হবে। স্থানীয় বাসিন্দারা বলেন, দ্রুত সমাধান না হলে দুর্ভোগ আরও বাড়বে। এ বিষয়ে মন্ত্রণালয়ের পক্ষ থেকে একটি বিবৃতিও দেওয়া হয়েছে। <box>4 384 190 426</box>
article-headline: চমক দেখালেন <box>254 424 324 439</box>
article-body: দেশের বিভিন্ন স্থানে গতকালও এ বিষয়ে আলোচনা হয়েছে বলে জানা গেছে। সংশ্লিষ্ট কর্মকর্তারা জানান, পরিস্থিতি পর্যবেক্ষণ করা হচ্ছে এবং প্রয়োজনীয় ব্যবস্থা গ্রহণ করা হবে। স্থানীয় বাসিন্দারা বলেন, দ্রুত সমাধান না হলে দুর্ভোগ আরও বাড়বে। এ বিষয়ে মন্ত্রণালয়ের পক্ষ থেকে একটি বিবৃতিও দেওয়া হয়েছে। <box>4 742 190 785</box>
article-headline: মীরজাদী সেব্রিনা <box>248 192 330 207</box>
article-body-more: দেশের বিভিন্ন স্থানে গতকালও এ বিষয়ে আলোচনা হয়েছে বলে জানা গেছে। সংশ্লিষ্ট কর্মকর্তারা জানান, পরিস্থিতি পর্যবেক্ষণ করা হচ্ছে এবং প্রয়োজনীয় ব্যবস্থা গ্রহণ করা হবে। স্থানীয় বাসিন্দারা বলেন, দ্রুত সমাধান না হলে দুর্ভোগ আরও বাড়বে। এ বিষয়ে মন্ত্রণালয়ের পক্ষ থেকে একটি বিবৃতিও দেওয়া হয়েছে। <box>581 641 766 683</box>
article-kicker: ১ম পাতার পর <box>464 656 498 664</box>
article-body-more: দেশের বিভিন্ন স্থানে গতকালও এ বিষয়ে আলোচনা হয়েছে বলে জানা গেছে। সংশ্লিষ্ট কর্মকর্তারা জানান, পরিস্থিতি পর্যবেক্ষণ করা হচ্ছে এবং প্রয়োজনীয় ব্যবস্থা গ্রহণ করা হবে। স্থানীয় বাসিন্দারা বলেন, দ্রুত সমাধান না হলে দুর্ভোগ আরও বাড়বে। এ বিষয়ে মন্ত্রণালয়ের পক্ষ থেকে একটি বিবৃতিও দেওয়া হয়েছে। <box>388 432 574 474</box>
divider <box>4 430 190 431</box>
article-headline: গ্রেনেড হামলায় নিহতদের প্রতি আওয়ামী <box>599 34 748 63</box>
